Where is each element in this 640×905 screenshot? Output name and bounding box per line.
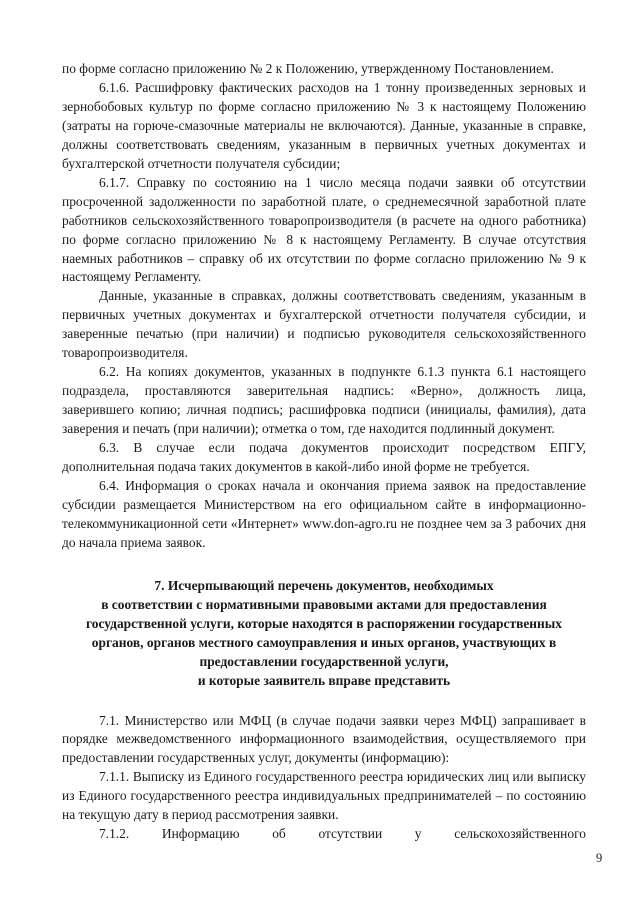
paragraph-6-1-6: 6.1.6. Расшифровку фактических расходов на 1 тонну произведенных зерновых и зернобобовых культур по форме согласно приложению № 3 к настоящему Положению (затраты на горюче-смазочные материалы не включаются). Данные, указанные в справке, должны соответствовать сведениям, указанным в первичных учетных документах и бухгалтерской отчетности получателя субсидии; xyxy=(62,79,586,171)
heading-line: 7. Исчерпывающий перечень документов, необходимых xyxy=(154,577,494,593)
heading-line: органов, органов местного самоуправления и иных органов, участвующих в xyxy=(91,634,557,650)
paragraph-data-note: Данные, указанные в справках, должны соответствовать сведениям, указанным в первичных учетных документах и бухгалтерской отчетности получателя субсидии, и заверенные печатью (при наличии) и подписью руководителя сельскохозяйственного товаропроизводителя. xyxy=(62,288,586,361)
heading-line: предоставлении государственной услуги, xyxy=(199,653,449,669)
paragraph-6-1-7: 6.1.7. Справку по состоянию на 1 число месяца подачи заявки об отсутствии просроченной задолженности по заработной плате, о среднемесячной заработной плате работников сельскохозяйственного товаропроизводителя (в расчете на одного работника) по форме согласно приложению № 8 к настоящему Регламенту. В случае отсутствия наемных работников – справку об их отсутствии по форме согласно приложению № 9 к настоящему Регламенту. xyxy=(62,174,586,285)
heading-line: государственной услуги, которые находятся в распоряжении государственных xyxy=(86,615,562,631)
heading-line: и которые заявитель вправе представить xyxy=(197,672,451,688)
paragraph-0: по форме согласно приложению № 2 к Положению, утвержденному Постановлением. xyxy=(62,61,554,76)
document-page xyxy=(62,60,586,844)
section-7-body xyxy=(62,712,586,845)
section-6-continuation xyxy=(62,60,586,553)
paragraph-7-1-2: 7.1.2. Информацию об отсутствии у сельскохозяйственного xyxy=(99,826,586,842)
paragraph-7-1: 7.1. Министерство или МФЦ (в случае подачи заявки через МФЦ) запрашивает в порядке межведомственного информационного взаимодействия, осуществляемого при предоставлении государственных услуг, документы (информацию): xyxy=(62,712,586,766)
paragraph-6-3: 6.3. В случае если подача документов происходит посредством ЕПГУ, дополнительная подача таких документов в какой-либо иной форме не требуется. xyxy=(62,440,586,475)
paragraph-6-4: 6.4. Информация о сроках начала и окончания приема заявок на предоставление субсидии размещается Министерством на его официальном сайте в информационно-телекоммуникационной сети «Интернет» www.don-agro.ru не позднее чем за 3 рабочих дня до начала приема заявок. xyxy=(62,477,586,550)
paragraph-6-2: 6.2. На копиях документов, указанных в подпункте 6.1.3 пункта 6.1 настоящего подраздела, проставляются заверительная надпись: «Верно», должность лица, заверившего копию; личная подпись; расшифровка подписи (инициалы, фамилия), дата заверения и печать (при наличии); отметка о том, где находится подлинный документ. xyxy=(62,364,586,437)
paragraph-7-1-1: 7.1.1. Выписку из Единого государственного реестра юридических лиц или выписку из Единого государственного реестра индивидуальных предпринимателей – по состоянию на текущую дату в период рассмотрения заявки. xyxy=(62,769,586,823)
heading-line: в соответствии с нормативными правовыми актами для предоставления xyxy=(101,596,547,612)
section-7-heading xyxy=(62,577,586,691)
page-number: 9 xyxy=(596,851,603,865)
